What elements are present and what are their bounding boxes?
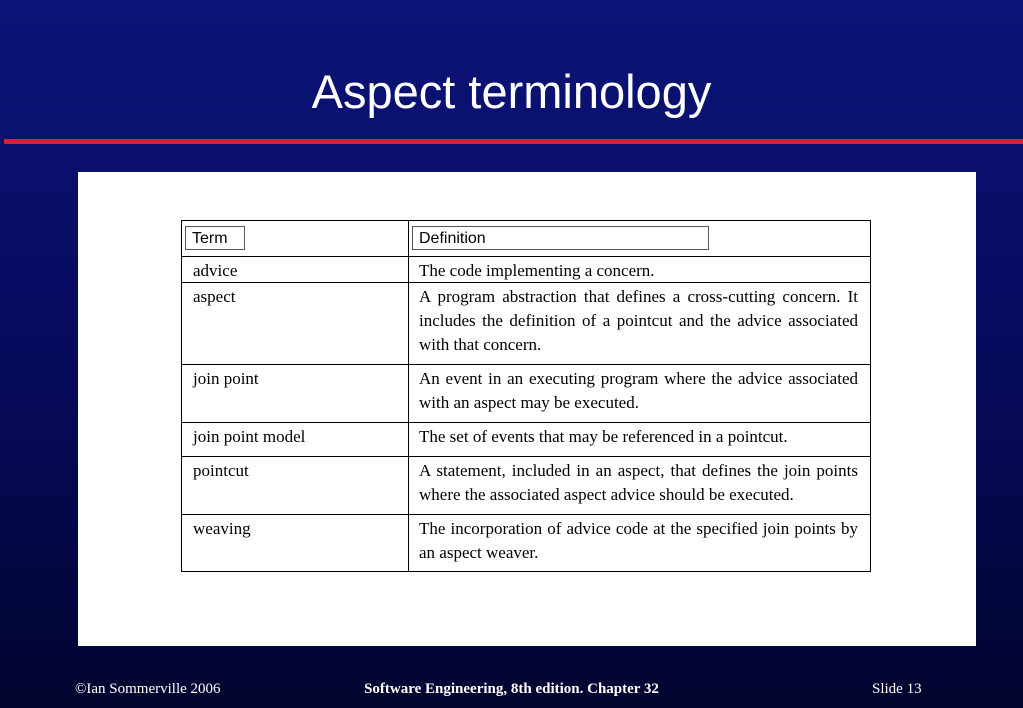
header-definition-label: Definition xyxy=(412,226,709,250)
definition-cell: The set of events that may be referenced in a pointcut. xyxy=(409,423,871,456)
table-row xyxy=(182,257,871,283)
definition-cell: A program abstraction that defines a cross-cutting concern. It includes the definition of a pointcut and the advice associated with that concern. xyxy=(409,283,871,364)
table-row xyxy=(182,365,871,423)
term-cell: aspect xyxy=(182,283,409,364)
table-row xyxy=(182,283,871,365)
definition-cell: A statement, included in an aspect, that defines the join points where the associated aspect advice should be executed. xyxy=(409,457,871,514)
slide-title: Aspect terminology xyxy=(311,65,712,118)
terminology-table xyxy=(181,220,871,572)
definition-cell: The code implementing a concern. xyxy=(409,257,871,282)
table-row xyxy=(182,423,871,457)
term-cell: advice xyxy=(182,257,409,282)
footer-slide-number: Slide 13 xyxy=(872,681,922,697)
definition-cell: The incorporation of advice code at the specified join points by an aspect weaver. xyxy=(409,515,871,571)
header-term-label: Term xyxy=(185,226,245,250)
table-row xyxy=(182,457,871,515)
footer-book-title: Software Engineering, 8th edition. Chapter 32 xyxy=(364,681,659,697)
term-cell: pointcut xyxy=(182,457,409,514)
table-row xyxy=(182,515,871,572)
title-divider xyxy=(4,139,1023,144)
table-header-row xyxy=(182,221,871,257)
term-cell: join point xyxy=(182,365,409,422)
definition-cell: An event in an executing program where the advice associated with an aspect may be executed. xyxy=(409,365,871,422)
footer-copyright: ©Ian Sommerville 2006 xyxy=(75,681,221,697)
term-cell: join point model xyxy=(182,423,409,456)
header-definition-cell xyxy=(409,221,871,256)
term-cell: weaving xyxy=(182,515,409,571)
header-term-cell xyxy=(182,221,409,256)
